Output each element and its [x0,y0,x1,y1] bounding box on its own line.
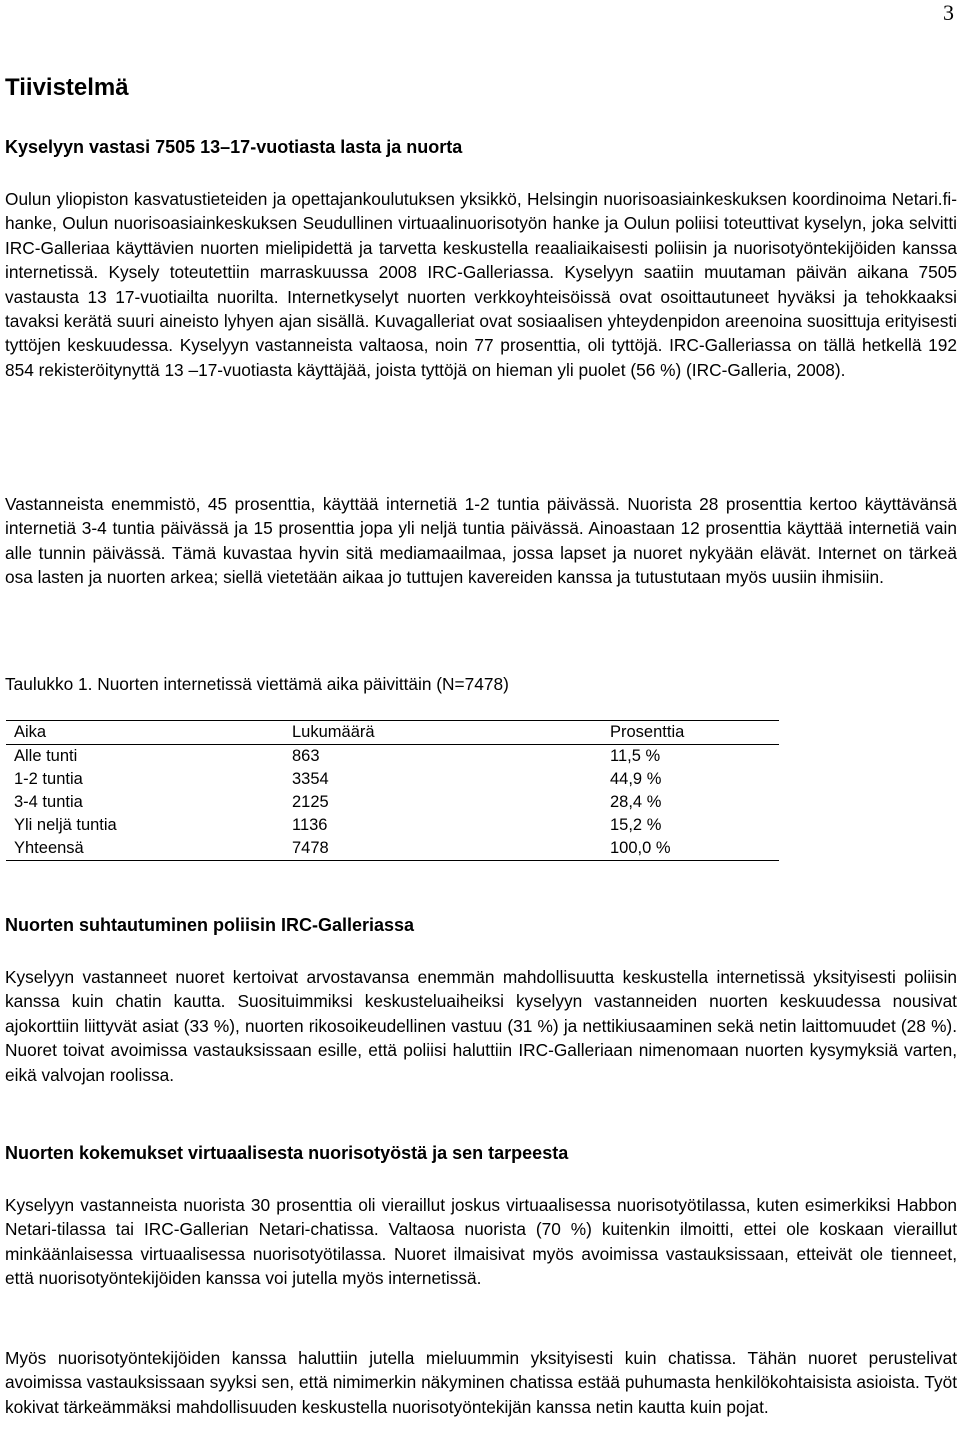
cell-prosenttia: 15,2 % [610,816,662,834]
section-police-paragraph: Kyselyyn vastanneet nuoret kertoivat arvostavansa enemmän mahdollisuutta keskustella internetissä yksityisesti poliisin kanssa kuin chatin kautta. Suosituimmiksi keskusteluaiheiksi kyselyyn vastanneiden nuorten keskuudessa nousivat ajokorttiin liittyvät asiat (33 %), nuorten rikosoikeudellinen vastuu (31 %) ja nettikiusaaminen sekä netin laittomuudet (28 %). Nuoret toivat avoimissa vastauksissaan esille, että poliisi haluttiin IRC-Galleriaan nimenomaan nuorten kysymyksiä varten, eikä valvojan roolissa. [5,967,957,1085]
cell-lukumaara: 2125 [292,793,329,811]
page-number: 3 [943,0,954,25]
table-row [6,768,779,791]
cell-lukumaara: 3354 [292,770,329,788]
cell-prosenttia: 100,0 % [602,837,779,861]
intro-paragraph: Oulun yliopiston kasvatustieteiden ja opettajankoulutuksen yksikkö, Helsingin nuorisoasiainkeskuksen koordinoima Netari.fi-hanke, Oulun nuorisoasiainkeskuksen Seudullinen virtuaalinuorisotyön hanke ja Oulun poliisi toteuttivat kyselyn, joka selvitti IRC-Galleriaa käyttävien nuorten mielipidettä ja tarvetta keskustella reaaliaikaisesti poliisin ja nuorisotyöntekijöiden kanssa internetissä. Kysely toteutettiin marraskuussa 2008 IRC-Galleriassa. Kyselyyn saatiin muutaman päivän aikana 7505 vastausta 13 17-vuotiailta nuorilta. Internetkyselyt nuorten verkkoyhteisöissä ovat osoittautuneet hyväksi ja tehokkaaksi tavaksi kerätä suuri aineisto lyhyen ajan sisällä. Kuvagalleriat ovat sosiaalisen yhteydenpidon areenoina suosittuja erityisesti tyttöjen keskuudessa. Kyselyyn vastanneista valtaosa, noin 77 prosenttia, oli tyttöjä. IRC-Galleriassa on tällä hetkellä 192 854 rekisteröitynyttä 13 –17-vuotiasta käyttäjää, joista tyttöjä on hieman yli puolet (56 %) (IRC-Galleria, 2008). [5,189,957,380]
table-header-row [6,721,779,745]
table-row [6,791,779,814]
header-lukumaara: Lukumäärä [284,721,602,745]
cell-lukumaara: 863 [292,747,320,765]
cell-aika: Yli neljä tuntia [14,816,117,834]
section-youthwork-paragraph-1: Kyselyyn vastanneista nuorista 30 prosenttia oli vieraillut joskus virtuaalisessa nuorisotyötilassa, kuten esimerkiksi Habbon Netari-tilassa tai IRC-Gallerian Netari-chatissa. Valtaosa nuorista (70 %) kuitenkin ilmoitti, ettei ole koskaan vieraillut minkäänlaisessa virtuaalisessa nuorisotyötilassa. Nuoret ilmaisivat myös avoimissa vastauksissaan, etteivät ole tienneet, että nuorisotyöntekijöiden kanssa voi jutella myös internetissä. [5,1195,957,1289]
table-row [6,745,779,769]
usage-paragraph: Vastanneista enemmistö, 45 prosenttia, käyttää internetiä 1-2 tuntia päivässä. Nuorista 28 prosenttia kertoo käyttävänsä internetiä 3-4 tuntia päivässä ja 15 prosenttia jopa yli neljä tuntia päivässä. Ainoastaan 12 prosenttia käyttää internetiä vain alle tunnin päivässä. Tämä kuvastaa hyvin sitä mediamaailmaa, jossa lapset ja nuoret nykyään elävät. Internet on tärkeä osa lasten ja nuorten arkea; siellä vietetään aikaa jo tuttujen kavereiden kanssa ja tutustutaan myös uusiin ihmisiin. [5,494,957,588]
cell-aika: Yhteensä [6,837,284,861]
cell-lukumaara: 1136 [292,816,328,834]
cell-aika: 3-4 tuntia [14,793,83,811]
cell-prosenttia: 44,9 % [610,770,662,788]
section-heading-police: Nuorten suhtautuminen poliisin IRC-Galleriassa [5,915,415,935]
header-prosenttia: Prosenttia [602,721,779,745]
headline: Kyselyyn vastasi 7505 13–17-vuotiasta lasta ja nuorta [5,137,463,157]
section-heading-youthwork: Nuorten kokemukset virtuaalisesta nuorisotyöstä ja sen tarpeesta [5,1143,569,1163]
cell-aika: Alle tunti [14,747,78,765]
table-row [6,814,779,837]
cell-lukumaara: 7478 [284,837,602,861]
page-title: Tiivistelmä [5,74,129,101]
cell-prosenttia: 11,5 % [610,747,661,765]
header-aika: Aika [6,721,284,745]
section-youthwork-paragraph-2: Myös nuorisotyöntekijöiden kanssa haluttiin jutella mieluummin yksityisesti kuin chatissa. Tähän nuoret perustelivat avoimissa vastauksissaan syyksi sen, että nimimerkin näkyminen chatissa estää puhumasta henkilökohtaisista asioista. Työt kokivat tärkeämmäksi mahdollisuuden keskustella nuorisotyöntekijän kanssa netin kautta kuin pojat. [5,1348,957,1417]
table-row-total [6,837,779,861]
cell-prosenttia: 28,4 % [610,793,662,811]
cell-aika: 1-2 tuntia [14,770,83,788]
table-caption: Taulukko 1. Nuorten internetissä viettämä aika päivittäin (N=7478) [5,674,509,694]
internet-time-table [6,720,779,861]
